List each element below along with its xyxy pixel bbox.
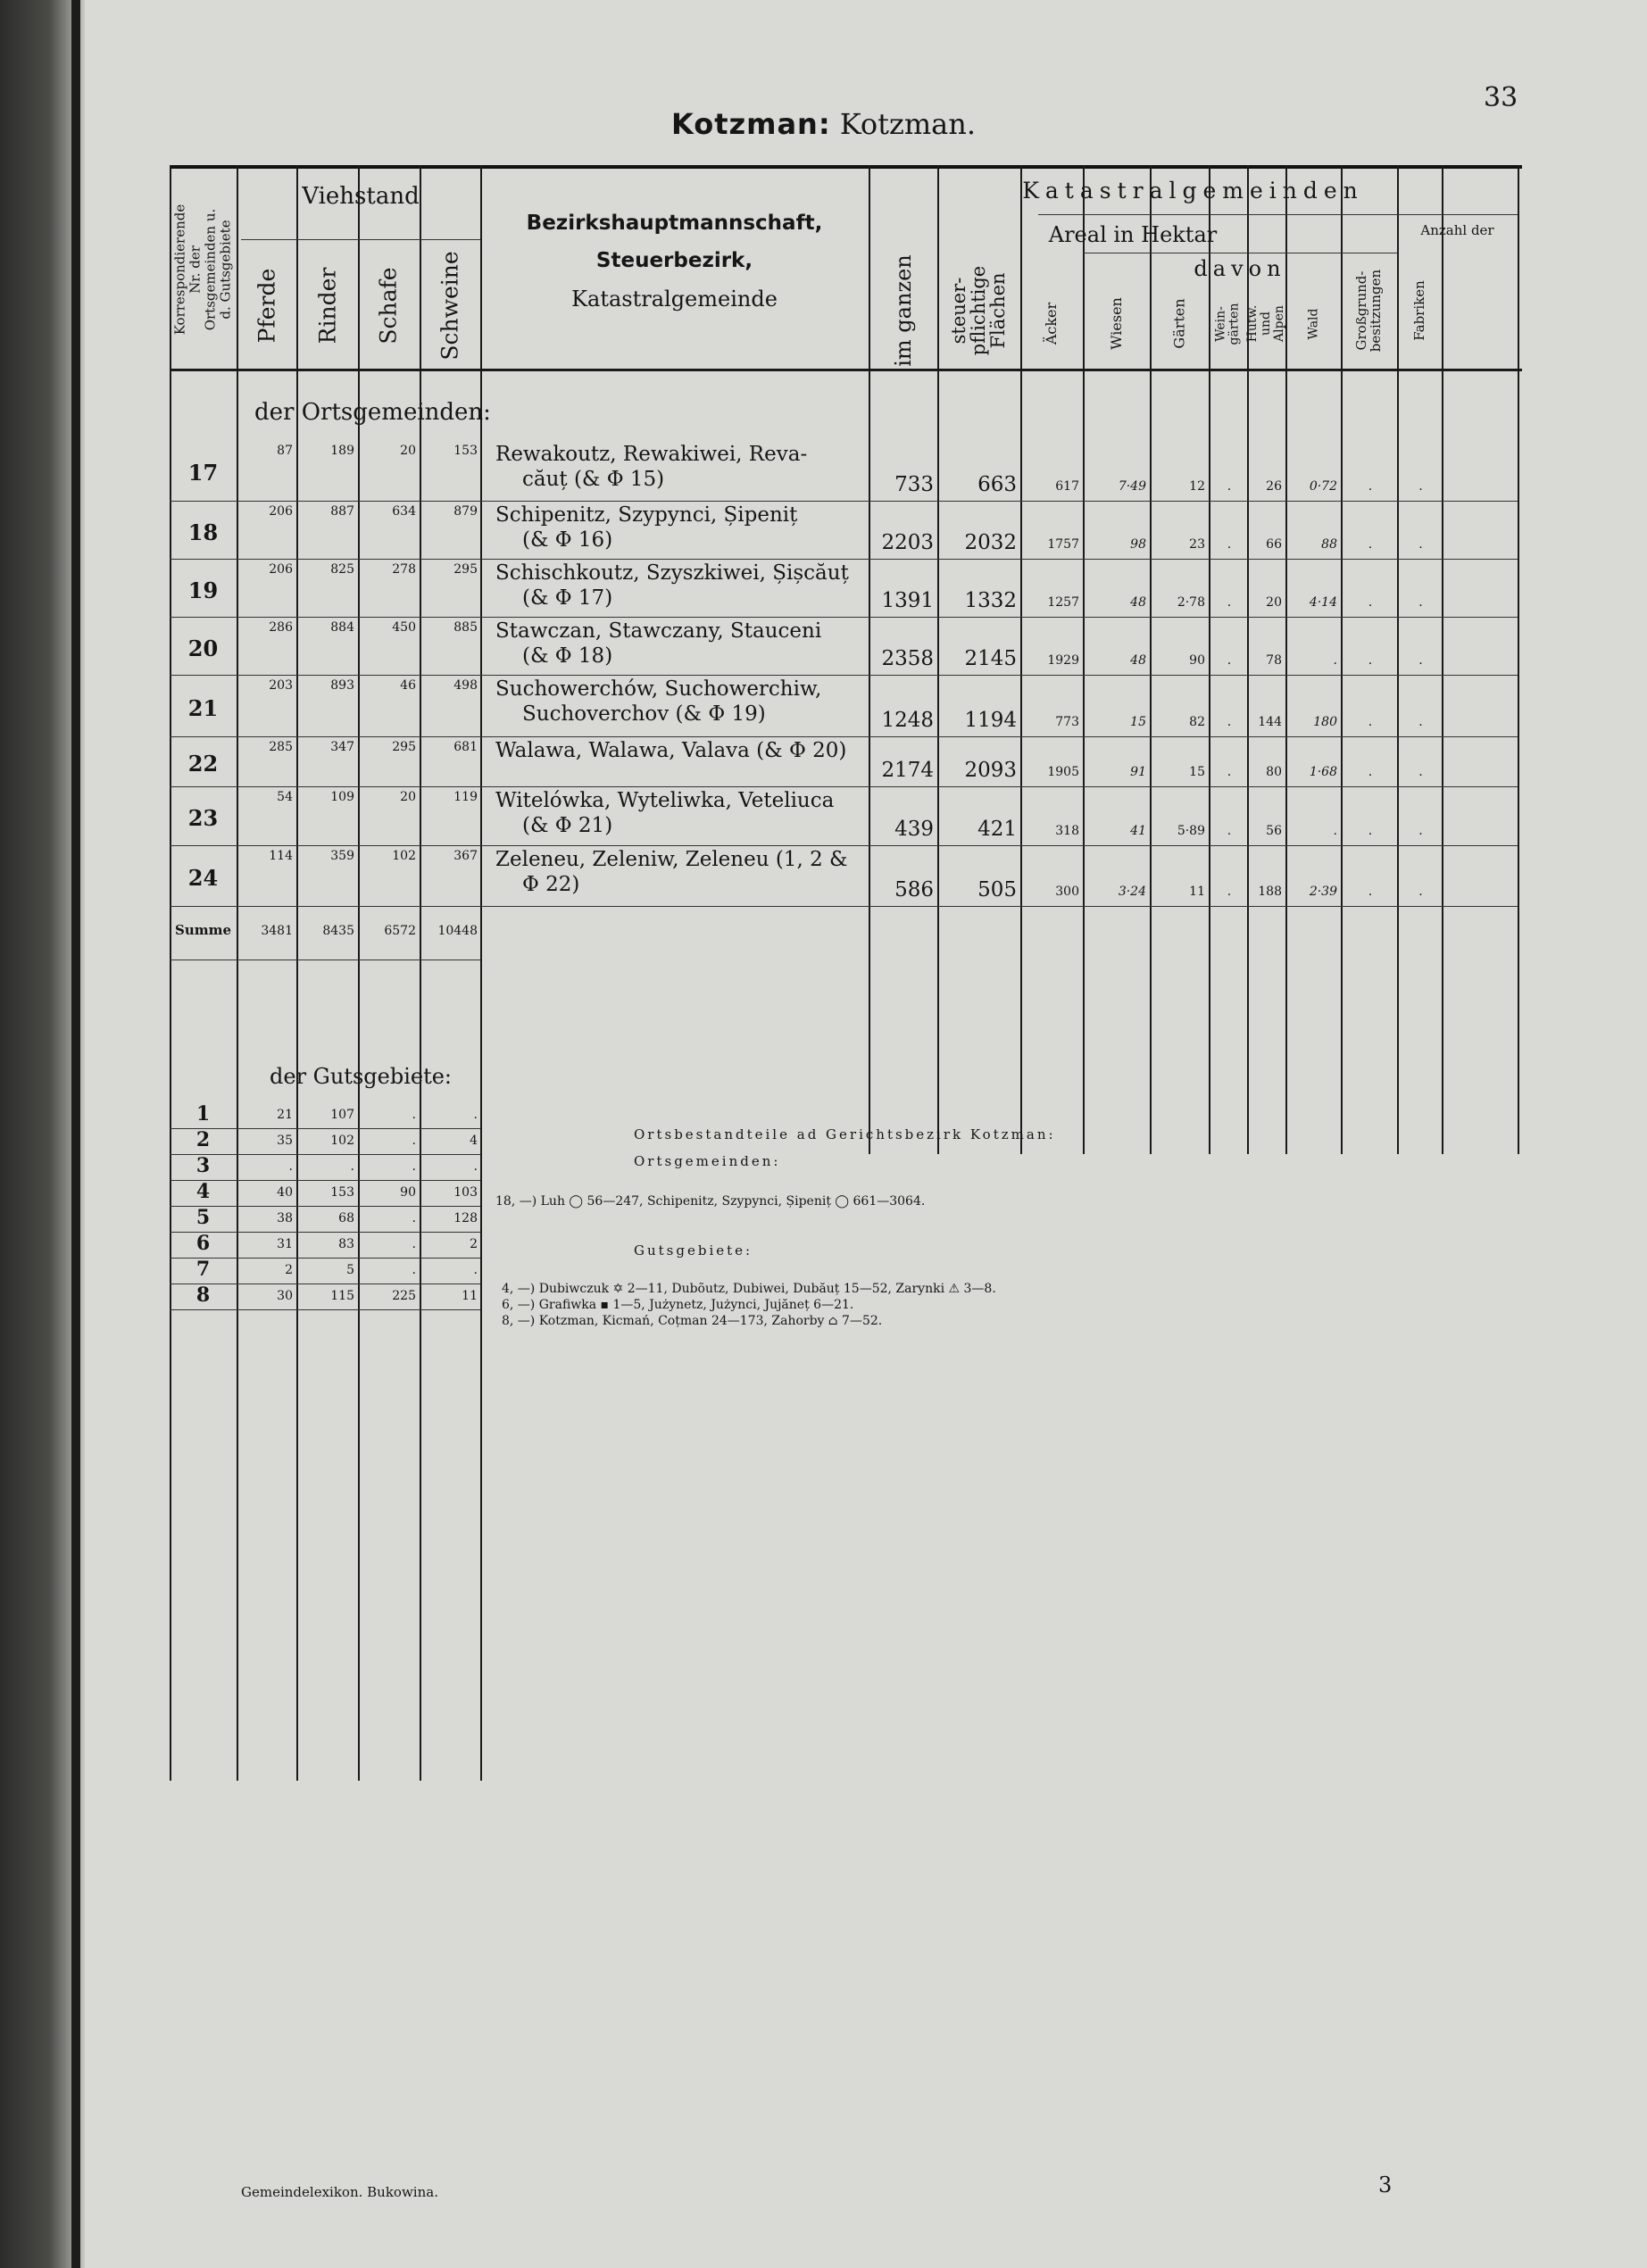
cell-aecker: 318 bbox=[1055, 824, 1079, 838]
col-rule bbox=[170, 165, 171, 1781]
table-top-rule bbox=[170, 165, 1522, 169]
header-areal: Areal in Hektar bbox=[1048, 222, 1218, 247]
cell-schweine: 879 bbox=[453, 504, 478, 519]
cell-gaerten: 82 bbox=[1189, 715, 1205, 729]
cell-schafe: 278 bbox=[392, 562, 416, 577]
cell-fabriken: . bbox=[1418, 885, 1423, 899]
cell-schafe: 450 bbox=[392, 620, 416, 635]
cell-schafe: 102 bbox=[392, 849, 416, 863]
cell-aecker: 617 bbox=[1055, 479, 1079, 494]
cell-wiesen: 48 bbox=[1130, 653, 1146, 668]
row-rule bbox=[170, 559, 1518, 560]
guts-row-nr: 4 bbox=[195, 1180, 211, 1203]
guts-cell-schweine: 11 bbox=[462, 1289, 478, 1303]
guts-cell-schweine: . bbox=[473, 1108, 478, 1122]
guts-cell-pferde: 21 bbox=[277, 1108, 293, 1122]
guts-row-nr: 3 bbox=[195, 1154, 211, 1177]
row-rule bbox=[170, 675, 1518, 676]
cell-hutweiden: 188 bbox=[1258, 885, 1282, 899]
cell-weingaerten: . bbox=[1227, 537, 1232, 552]
guts-cell-rinder: 153 bbox=[330, 1185, 354, 1200]
row-name-line-1: Schischkoutz, Szyszkiwei, Șișcăuț bbox=[495, 561, 849, 585]
cell-fabriken: . bbox=[1418, 479, 1423, 494]
header-steuer: steuer-pflichtige Flächen bbox=[948, 265, 1010, 355]
cell-rinder: 887 bbox=[330, 504, 354, 519]
cell-grossgrund: . bbox=[1368, 885, 1373, 899]
guts-row-nr: 1 bbox=[195, 1102, 211, 1126]
guts-cell-rinder: 68 bbox=[338, 1211, 354, 1225]
footer-page-number: 3 bbox=[1378, 2172, 1393, 2197]
cell-hutweiden: 144 bbox=[1258, 715, 1282, 729]
cell-grossgrund: . bbox=[1368, 595, 1373, 610]
guts-cell-pferde: 2 bbox=[285, 1263, 293, 1277]
cell-wald: . bbox=[1333, 653, 1337, 668]
guts-cell-schafe: . bbox=[412, 1237, 416, 1251]
guts-cell-schweine: 103 bbox=[453, 1185, 478, 1200]
cell-schweine: 498 bbox=[453, 678, 478, 693]
cell-steuer: 1332 bbox=[964, 589, 1017, 612]
cell-wiesen: 7·49 bbox=[1118, 479, 1146, 494]
guts-cell-schweine: 4 bbox=[470, 1134, 478, 1148]
guts-row-nr: 7 bbox=[195, 1258, 211, 1281]
cell-wald: . bbox=[1333, 824, 1337, 838]
header-katastral: Katastralgemeinden bbox=[1022, 178, 1364, 204]
guts-cell-pferde: 35 bbox=[277, 1134, 293, 1148]
notes-orts-heading: Ortsgemeinden: bbox=[634, 1153, 781, 1169]
row-name-line-1: Witelówka, Wyteliwka, Veteliuca bbox=[495, 789, 835, 812]
cell-schweine: 885 bbox=[453, 620, 478, 635]
cell-pferde: 54 bbox=[277, 790, 293, 804]
section-gutsgebiete: der Gutsgebiete: bbox=[270, 1064, 452, 1089]
cell-weingaerten: . bbox=[1227, 885, 1232, 899]
header-bezirk-1: Bezirkshauptmannschaft, bbox=[526, 212, 823, 235]
cell-steuer: 421 bbox=[977, 818, 1017, 841]
guts-cell-schafe: . bbox=[412, 1263, 416, 1277]
cell-grossgrund: . bbox=[1368, 537, 1373, 552]
cell-weingaerten: . bbox=[1227, 715, 1232, 729]
guts-cell-schafe: . bbox=[412, 1211, 416, 1225]
cell-steuer: 2093 bbox=[964, 759, 1017, 782]
cell-wald: 180 bbox=[1313, 715, 1337, 729]
guts-row-nr: 5 bbox=[195, 1206, 211, 1229]
summe-pferde: 3481 bbox=[261, 924, 293, 938]
guts-cell-schweine: . bbox=[473, 1263, 478, 1277]
cell-schafe: 20 bbox=[400, 790, 416, 804]
row-nr: 24 bbox=[187, 865, 219, 891]
cell-aecker: 1757 bbox=[1047, 537, 1079, 552]
cell-gaerten: 5·89 bbox=[1177, 824, 1205, 838]
statistics-table bbox=[170, 165, 1522, 1781]
cell-wiesen: 98 bbox=[1130, 537, 1146, 552]
footer-source: Gemeindelexikon. Bukowina. bbox=[241, 2184, 438, 2200]
header-grossgrund: Großgrund-besitzungen bbox=[1353, 269, 1385, 352]
col-rule bbox=[1442, 165, 1443, 1154]
row-nr: 23 bbox=[187, 805, 219, 831]
cell-im-ganzen: 439 bbox=[894, 818, 934, 841]
summe-rinder: 8435 bbox=[322, 924, 354, 938]
cell-wald: 4·14 bbox=[1309, 595, 1337, 610]
cell-schweine: 367 bbox=[453, 849, 478, 863]
guts-cell-rinder: 83 bbox=[338, 1237, 354, 1251]
guts-cell-rinder: 102 bbox=[330, 1134, 354, 1148]
cell-hutweiden: 78 bbox=[1266, 653, 1282, 668]
page-title bbox=[0, 107, 1647, 141]
col-rule bbox=[1518, 165, 1519, 1154]
notes-guts-line-2: 6, —) Grafiwka ▪ 1—5, Jużynetz, Jużynci, Jujăneț 6—21. bbox=[502, 1298, 854, 1312]
cell-schafe: 634 bbox=[392, 504, 416, 519]
cell-rinder: 109 bbox=[330, 790, 354, 804]
cell-schweine: 681 bbox=[453, 740, 478, 754]
cell-steuer: 505 bbox=[977, 878, 1017, 901]
cell-gaerten: 15 bbox=[1189, 765, 1205, 779]
row-name-line-2: Φ 22) bbox=[522, 873, 580, 896]
guts-cell-schweine: 2 bbox=[470, 1237, 478, 1251]
header-bezirk-2: Steuerbezirk, bbox=[595, 249, 753, 272]
guts-cell-pferde: 30 bbox=[277, 1289, 293, 1303]
cell-fabriken: . bbox=[1418, 537, 1423, 552]
cell-gaerten: 12 bbox=[1189, 479, 1205, 494]
cell-im-ganzen: 2358 bbox=[881, 647, 934, 670]
cell-schafe: 295 bbox=[392, 740, 416, 754]
row-name-line-1: Zeleneu, Zeleniw, Zeleneu (1, 2 & bbox=[495, 848, 848, 871]
guts-cell-schafe: 225 bbox=[392, 1289, 416, 1303]
cell-rinder: 347 bbox=[330, 740, 354, 754]
notes-orts-line: 18, —) Luh ◯ 56—247, Schipenitz, Szypynci, Șipeniț ◯ 661—3064. bbox=[495, 1194, 926, 1209]
cell-wald: 0·72 bbox=[1309, 479, 1337, 494]
guts-cell-pferde: 31 bbox=[277, 1237, 293, 1251]
cell-steuer: 1194 bbox=[964, 709, 1017, 732]
row-rule bbox=[170, 736, 1518, 737]
cell-gaerten: 2·78 bbox=[1177, 595, 1205, 610]
header-viehstand: Viehstand bbox=[302, 183, 420, 210]
cell-pferde: 285 bbox=[269, 740, 293, 754]
cell-hutweiden: 20 bbox=[1266, 595, 1282, 610]
guts-cell-rinder: 107 bbox=[330, 1108, 354, 1122]
cell-wiesen: 48 bbox=[1130, 595, 1146, 610]
header-im-ganzen: im ganzen bbox=[890, 253, 916, 367]
row-name-line-1: Stawczan, Stawczany, Stauceni bbox=[495, 619, 822, 643]
row-nr: 17 bbox=[187, 460, 219, 486]
cell-im-ganzen: 2203 bbox=[881, 531, 934, 554]
header-wald: Wald bbox=[1306, 308, 1320, 339]
cell-im-ganzen: 2174 bbox=[881, 759, 934, 782]
header-aecker: Äcker bbox=[1043, 302, 1061, 345]
cell-fabriken: . bbox=[1418, 595, 1423, 610]
cell-rinder: 893 bbox=[330, 678, 354, 693]
col-rule bbox=[237, 165, 238, 1781]
cell-im-ganzen: 733 bbox=[894, 473, 934, 496]
row-rule bbox=[170, 617, 1518, 618]
row-name-line-2: (& Φ 17) bbox=[522, 586, 613, 610]
cell-schweine: 153 bbox=[453, 444, 478, 458]
header-rinder: Rinder bbox=[314, 267, 341, 345]
cell-pferde: 203 bbox=[269, 678, 293, 693]
row-name-line-1: Suchowerchów, Suchowerchiw, bbox=[495, 677, 822, 701]
cell-steuer: 2145 bbox=[964, 647, 1017, 670]
spine-line bbox=[71, 0, 80, 2268]
row-rule bbox=[170, 1309, 480, 1310]
cell-wald: 88 bbox=[1321, 537, 1337, 552]
row-name-line-1: Schipenitz, Szypynci, Șipeniț bbox=[495, 503, 798, 527]
row-name-line-2: (& Φ 16) bbox=[522, 528, 613, 552]
cell-aecker: 300 bbox=[1055, 885, 1079, 899]
guts-cell-pferde: . bbox=[288, 1159, 293, 1174]
cell-weingaerten: . bbox=[1227, 765, 1232, 779]
cell-pferde: 87 bbox=[277, 444, 293, 458]
row-name-line-2: căuț (& Φ 15) bbox=[522, 468, 665, 491]
row-rule bbox=[170, 786, 1518, 787]
header-rule bbox=[1397, 214, 1518, 215]
header-weingaerten: Wein-gärten bbox=[1213, 303, 1242, 345]
cell-pferde: 206 bbox=[269, 504, 293, 519]
cell-wald: 2·39 bbox=[1309, 885, 1337, 899]
row-nr: 22 bbox=[187, 751, 219, 777]
cell-wiesen: 41 bbox=[1130, 824, 1146, 838]
cell-pferde: 206 bbox=[269, 562, 293, 577]
cell-gaerten: 11 bbox=[1189, 885, 1205, 899]
header-pferde: Pferde bbox=[254, 268, 279, 344]
guts-cell-schafe: . bbox=[412, 1134, 416, 1148]
header-gaerten: Gärten bbox=[1170, 298, 1188, 349]
header-anzahl: Anzahl der bbox=[1420, 222, 1494, 238]
page-title-bold: Kotzman: bbox=[670, 107, 831, 141]
guts-cell-pferde: 38 bbox=[277, 1211, 293, 1225]
cell-rinder: 189 bbox=[330, 444, 354, 458]
header-hutweiden: Hutw. und Alpen bbox=[1245, 304, 1286, 343]
row-name-line-2: (& Φ 18) bbox=[522, 644, 613, 668]
row-rule bbox=[170, 845, 1518, 846]
row-name-line-2: Suchoverchov (& Φ 19) bbox=[522, 702, 766, 726]
cell-schweine: 119 bbox=[453, 790, 478, 804]
row-name-line-2: (& Φ 21) bbox=[522, 814, 613, 837]
header-schweine: Schweine bbox=[437, 251, 463, 361]
cell-grossgrund: . bbox=[1368, 824, 1373, 838]
row-nr: 21 bbox=[187, 695, 219, 721]
guts-cell-schweine: 128 bbox=[453, 1211, 478, 1225]
cell-wald: 1·68 bbox=[1309, 765, 1337, 779]
row-nr: 19 bbox=[187, 577, 219, 603]
guts-row-nr: 2 bbox=[195, 1128, 211, 1151]
header-davon: davon bbox=[1194, 256, 1286, 281]
guts-cell-rinder: 115 bbox=[330, 1289, 354, 1303]
cell-hutweiden: 80 bbox=[1266, 765, 1282, 779]
cell-grossgrund: . bbox=[1368, 715, 1373, 729]
cell-aecker: 1929 bbox=[1047, 653, 1079, 668]
cell-rinder: 359 bbox=[330, 849, 354, 863]
cell-wiesen: 3·24 bbox=[1118, 885, 1146, 899]
guts-cell-rinder: . bbox=[350, 1159, 354, 1174]
guts-cell-rinder: 5 bbox=[346, 1263, 354, 1277]
cell-steuer: 663 bbox=[977, 473, 1017, 496]
cell-wiesen: 91 bbox=[1130, 765, 1146, 779]
cell-fabriken: . bbox=[1418, 765, 1423, 779]
cell-pferde: 286 bbox=[269, 620, 293, 635]
cell-hutweiden: 66 bbox=[1266, 537, 1282, 552]
cell-steuer: 2032 bbox=[964, 531, 1017, 554]
header-nr: Korrespondierende Nr. der Ortsgemeinden u. d. Gutsgebiete bbox=[171, 204, 234, 336]
notes-guts-line-1: 4, —) Dubiwczuk ✡ 2—11, Dubõutz, Dubiwei, Dubăuț 15—52, Zarynki ⚠ 3—8. bbox=[502, 1282, 996, 1296]
cell-im-ganzen: 1391 bbox=[881, 589, 934, 612]
cell-aecker: 1257 bbox=[1047, 595, 1079, 610]
notes-guts-heading: Gutsgebiete: bbox=[634, 1242, 753, 1259]
row-nr: 18 bbox=[187, 519, 219, 545]
cell-weingaerten: . bbox=[1227, 824, 1232, 838]
guts-row-nr: 6 bbox=[195, 1232, 211, 1255]
cell-aecker: 1905 bbox=[1047, 765, 1079, 779]
guts-cell-schafe: 90 bbox=[400, 1185, 416, 1200]
header-wiesen: Wiesen bbox=[1107, 297, 1125, 350]
row-nr: 20 bbox=[187, 636, 219, 661]
header-schafe: Schafe bbox=[376, 267, 402, 345]
guts-row-nr: 8 bbox=[195, 1284, 211, 1307]
header-bottom-rule bbox=[170, 369, 1522, 371]
cell-rinder: 825 bbox=[330, 562, 354, 577]
cell-schweine: 295 bbox=[453, 562, 478, 577]
section-ortsgemeinden: der Ortsgemeinden: bbox=[254, 399, 491, 426]
guts-cell-schafe: . bbox=[412, 1108, 416, 1122]
notes-guts-line-3: 8, —) Kotzman, Kicmań, Coțman 24—173, Zahorby ⌂ 7—52. bbox=[502, 1314, 883, 1328]
cell-grossgrund: . bbox=[1368, 653, 1373, 668]
cell-fabriken: . bbox=[1418, 824, 1423, 838]
header-rule bbox=[241, 239, 480, 240]
row-name-line-1: Walawa, Walawa, Valava (& Φ 20) bbox=[495, 739, 847, 762]
cell-schafe: 20 bbox=[400, 444, 416, 458]
cell-fabriken: . bbox=[1418, 653, 1423, 668]
cell-im-ganzen: 1248 bbox=[881, 709, 934, 732]
cell-hutweiden: 56 bbox=[1266, 824, 1282, 838]
header-fabriken: Fabriken bbox=[1411, 279, 1427, 341]
row-name-line-1: Rewakoutz, Rewakiwei, Reva- bbox=[495, 443, 808, 466]
row-rule bbox=[170, 906, 1518, 907]
cell-schafe: 46 bbox=[400, 678, 416, 693]
cell-grossgrund: . bbox=[1368, 765, 1373, 779]
cell-gaerten: 90 bbox=[1189, 653, 1205, 668]
cell-weingaerten: . bbox=[1227, 653, 1232, 668]
row-rule bbox=[170, 501, 1518, 502]
cell-weingaerten: . bbox=[1227, 479, 1232, 494]
cell-hutweiden: 26 bbox=[1266, 479, 1282, 494]
cell-pferde: 114 bbox=[269, 849, 293, 863]
cell-aecker: 773 bbox=[1055, 715, 1079, 729]
notes-heading: Ortsbestandteile ad Gerichtsbezirk Kotzman: bbox=[634, 1126, 1056, 1142]
cell-wiesen: 15 bbox=[1130, 715, 1146, 729]
cell-weingaerten: . bbox=[1227, 595, 1232, 610]
cell-gaerten: 23 bbox=[1189, 537, 1205, 552]
header-bezirk-3: Katastralgemeinde bbox=[571, 287, 778, 312]
cell-grossgrund: . bbox=[1368, 479, 1373, 494]
summe-schafe: 6572 bbox=[384, 924, 416, 938]
cell-im-ganzen: 586 bbox=[894, 878, 934, 901]
guts-cell-pferde: 40 bbox=[277, 1185, 293, 1200]
book-spine bbox=[0, 0, 85, 2268]
cell-rinder: 884 bbox=[330, 620, 354, 635]
summe-schweine: 10448 bbox=[437, 924, 478, 938]
cell-fabriken: . bbox=[1418, 715, 1423, 729]
summe-label: Summe bbox=[174, 922, 232, 938]
page-number: 33 bbox=[1484, 82, 1518, 113]
guts-cell-schafe: . bbox=[412, 1159, 416, 1174]
page-title-rest: Kotzman. bbox=[830, 107, 977, 141]
guts-cell-schweine: . bbox=[473, 1159, 478, 1174]
